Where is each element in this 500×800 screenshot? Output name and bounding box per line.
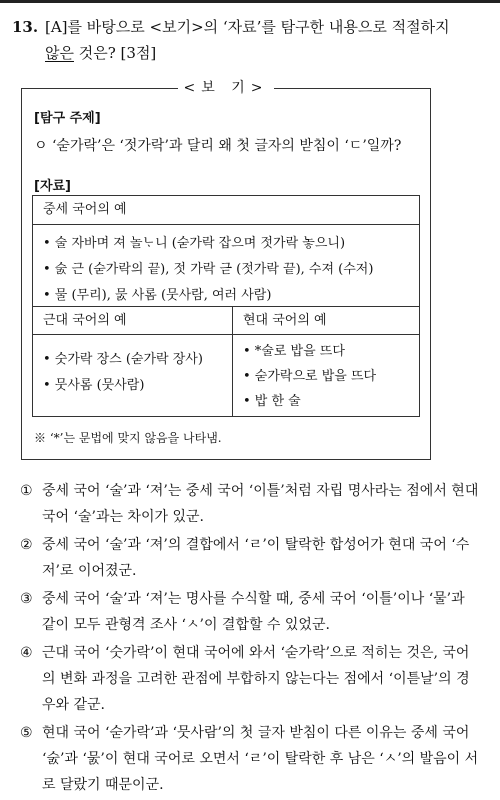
- middle-korean-item: • 물 (무리), 뭀 사롬 (뭇사람, 여러 사람): [43, 288, 272, 303]
- data-label: [자료]: [34, 179, 71, 194]
- middle-korean-item: • 술 자바며 져 놀ᄂᆞ니 (숟가락 잡으며 젓가락 놓으니): [43, 236, 346, 251]
- contemporary-item: • 밥 한 술: [243, 394, 301, 409]
- question-underlined-word: 않은: [45, 44, 74, 62]
- choice-number: ⑤: [20, 725, 33, 741]
- topic-label: [탐구 주제]: [34, 111, 101, 126]
- bogi-title: <보 기>: [22, 79, 430, 97]
- answer-choices: [20, 478, 480, 800]
- choice-text: 중세 국어 ‘술’과 ‘져’는 중세 국어 ‘이틀’처럼 자립 명사라는 점에서 현대 국어 ‘술’과는 차이가 있군.: [42, 483, 479, 525]
- top-rule: [0, 0, 500, 3]
- choice-text: 중세 국어 ‘술’과 ‘져’는 명사를 수식할 때, 중세 국어 ‘이틀’이나 ‘물’과 같이 모두 관형격 조사 ‘ㅅ’이 결합할 수 있었군.: [42, 591, 465, 633]
- choice-2[interactable]: [20, 532, 480, 584]
- early-modern-item: • 숫가락 장스 (숟가락 장사): [43, 352, 203, 367]
- middle-korean-body: [33, 225, 419, 315]
- early-modern-item: • 뭇사롬 (뭇사람): [43, 378, 145, 393]
- contemporary-header: 현대 국어의 예: [233, 307, 419, 335]
- choice-number: ④: [20, 645, 33, 661]
- topic-text: ㅇ ‘숟가락’은 ‘젓가락’과 달리 왜 첫 글자의 받침이 ‘ㄷ’일까?: [34, 138, 402, 154]
- middle-korean-item: • 숤 근 (숟가락의 끝), 젓 가락 귿 (젓가락 끝), 수져 (수저): [43, 262, 374, 277]
- question-stem: [12, 14, 488, 66]
- contemporary-body: [233, 335, 419, 418]
- choice-5[interactable]: [20, 720, 480, 798]
- early-modern-header: 근대 국어의 예: [33, 307, 232, 335]
- contemporary-item: • *술로 밥을 뜨다: [243, 344, 345, 359]
- grammar-note: ※ ‘*’는 문법에 맞지 않음을 나타냄.: [34, 431, 222, 445]
- early-modern-body: [33, 335, 232, 411]
- bogi-title-text: 보 기: [201, 80, 251, 96]
- bogi-box: [21, 80, 431, 460]
- choice-4[interactable]: [20, 640, 480, 718]
- question-text-part2: 것은? [3점]: [73, 44, 157, 62]
- choice-number: ①: [20, 483, 33, 499]
- modern-table: [32, 307, 420, 417]
- question-text: [45, 14, 488, 66]
- choice-number: ③: [20, 591, 33, 607]
- choice-1[interactable]: [20, 478, 480, 530]
- contemporary-column: [233, 307, 419, 416]
- middle-korean-table: [32, 195, 420, 307]
- middle-korean-header: 중세 국어의 예: [33, 196, 419, 225]
- contemporary-item: • 숟가락으로 밥을 뜨다: [243, 369, 377, 384]
- early-modern-column: [33, 307, 233, 416]
- choice-text: 근대 국어 ‘숫가락’이 현대 국어에 와서 ‘숟가락’으로 적히는 것은, 국어의 변화 과정을 고려한 관점에 부합하지 않는다는 점에서 ‘이튿날’의 경우와 같군.: [42, 645, 470, 713]
- choice-3[interactable]: [20, 586, 480, 638]
- question-text-part1: [A]를 바탕으로 <보기>의 ‘자료’를 탐구한 내용으로 적절하지: [45, 18, 450, 36]
- question-number: 13.: [12, 18, 39, 36]
- choice-text: 중세 국어 ‘술’과 ‘져’의 결합에서 ‘ㄹ’이 탈락한 합성어가 현대 국어 ‘수저’로 이어졌군.: [42, 537, 470, 579]
- choice-number: ②: [20, 537, 33, 553]
- choice-text: 현대 국어 ‘숟가락’과 ‘뭇사람’의 첫 글자 받침이 다른 이유는 중세 국어 ‘숤’과 ‘뭀’이 현대 국어로 오면서 ‘ㄹ’이 탈락한 후 남은 ‘ㅅ’의 발음이 서로 달랐기 때문이군.: [42, 725, 479, 793]
